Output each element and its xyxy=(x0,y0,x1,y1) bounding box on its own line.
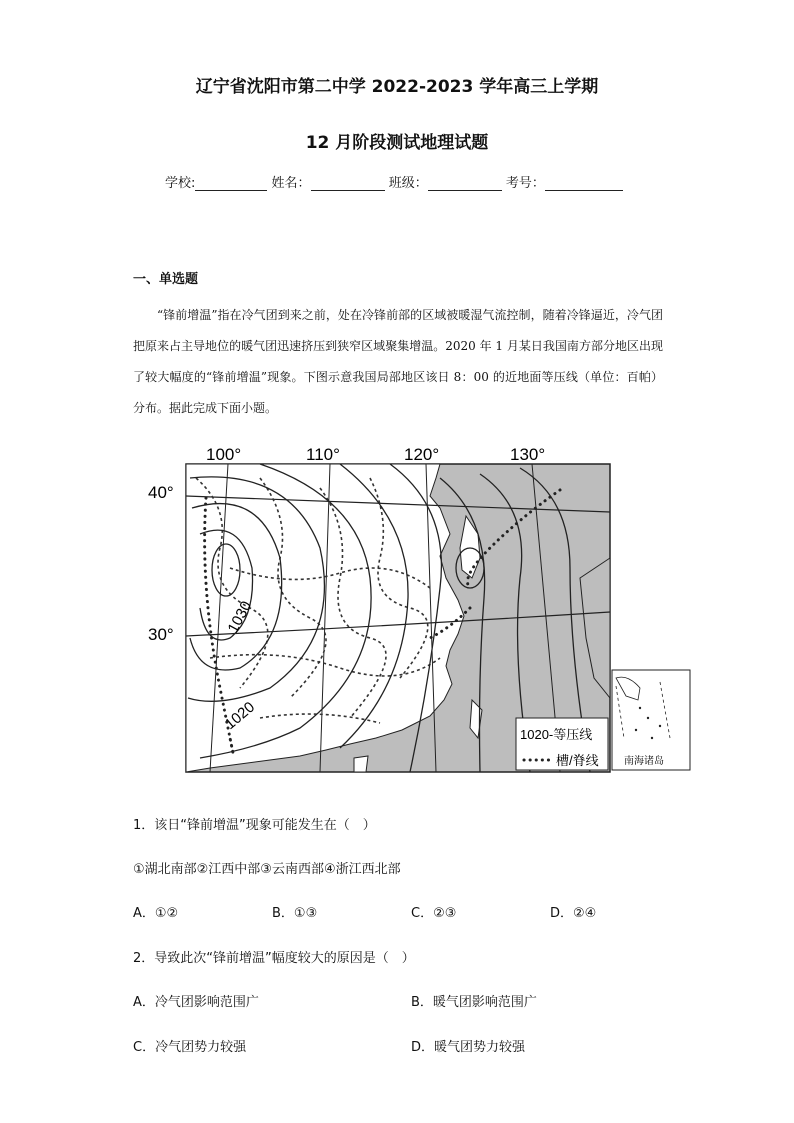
lat-label: 30° xyxy=(148,625,174,644)
question-1-statements: ①湖北南部②江西中部③云南西部④浙江西北部 xyxy=(133,862,401,877)
isobar-label: 1030 xyxy=(224,598,256,636)
school-blank[interactable] xyxy=(195,176,267,191)
q2-option-a[interactable]: A．冷气团影响范围广 xyxy=(133,995,259,1010)
q1-option-c[interactable]: C．②③ xyxy=(411,906,457,921)
inset-label: 南海诸岛 xyxy=(624,756,664,767)
isobar-label: 1020 xyxy=(221,698,259,734)
school-label: 学校: xyxy=(165,176,196,191)
legend-trough: 槽/脊线 xyxy=(556,753,599,768)
passage xyxy=(133,300,663,424)
name-blank[interactable] xyxy=(311,176,385,191)
lon-label: 100° xyxy=(206,445,242,464)
lat-label: 40° xyxy=(148,483,174,502)
legend-isobar: 1020-等压线 xyxy=(520,727,593,742)
south-china-sea-inset xyxy=(612,670,690,770)
class-label: 班级： xyxy=(388,176,428,191)
q2-option-d[interactable]: D．暖气团势力较强 xyxy=(411,1040,526,1055)
lon-label: 120° xyxy=(404,445,440,464)
lon-label: 110° xyxy=(306,445,340,464)
q2-option-b[interactable]: B．暖气团影响范围广 xyxy=(411,995,537,1010)
q1-option-d[interactable]: D．②④ xyxy=(550,906,597,921)
number-blank[interactable] xyxy=(545,176,623,191)
q1-option-b[interactable]: B．①③ xyxy=(272,906,318,921)
name-label: 姓名： xyxy=(271,176,311,191)
hainan-island xyxy=(354,756,368,772)
lon-label: 130° xyxy=(510,445,546,464)
question-1-stem: 1．该日“锋前增温”现象可能发生在（ ） xyxy=(133,818,376,833)
section-heading: 一、单选题 xyxy=(133,272,199,287)
student-info-row xyxy=(165,172,623,191)
page-title-line-1: 辽宁省沈阳市第二中学 2022-2023 学年高三上学期 xyxy=(195,77,599,97)
page-title-line-2: 12 月阶段测试地理试题 xyxy=(305,133,489,153)
q2-option-c[interactable]: C．冷气团势力较强 xyxy=(133,1040,247,1055)
map-legend xyxy=(516,718,608,770)
passage-text: “锋前增温”指在冷气团到来之前，处在冷锋前部的区域被暖湿气流控制，随着冷锋逼近，冷气团把原来占主导地位的暖气团迅速挤压到狭窄区域聚集增温。2020 年 1 月某日我国南方部分地区出现了较大幅度的“锋前增温”现象。下图示意我国局部地区该日 8：00 的近地面等压线（单位：百帕）分布。据此完成下面小题。 xyxy=(133,308,663,415)
isobar-map xyxy=(140,438,700,778)
number-label: 考号： xyxy=(505,176,545,191)
class-blank[interactable] xyxy=(428,176,502,191)
question-2-stem: 2．导致此次“锋前增温”幅度较大的原因是（ ） xyxy=(133,951,415,966)
q1-option-a[interactable]: A．①② xyxy=(133,906,179,921)
